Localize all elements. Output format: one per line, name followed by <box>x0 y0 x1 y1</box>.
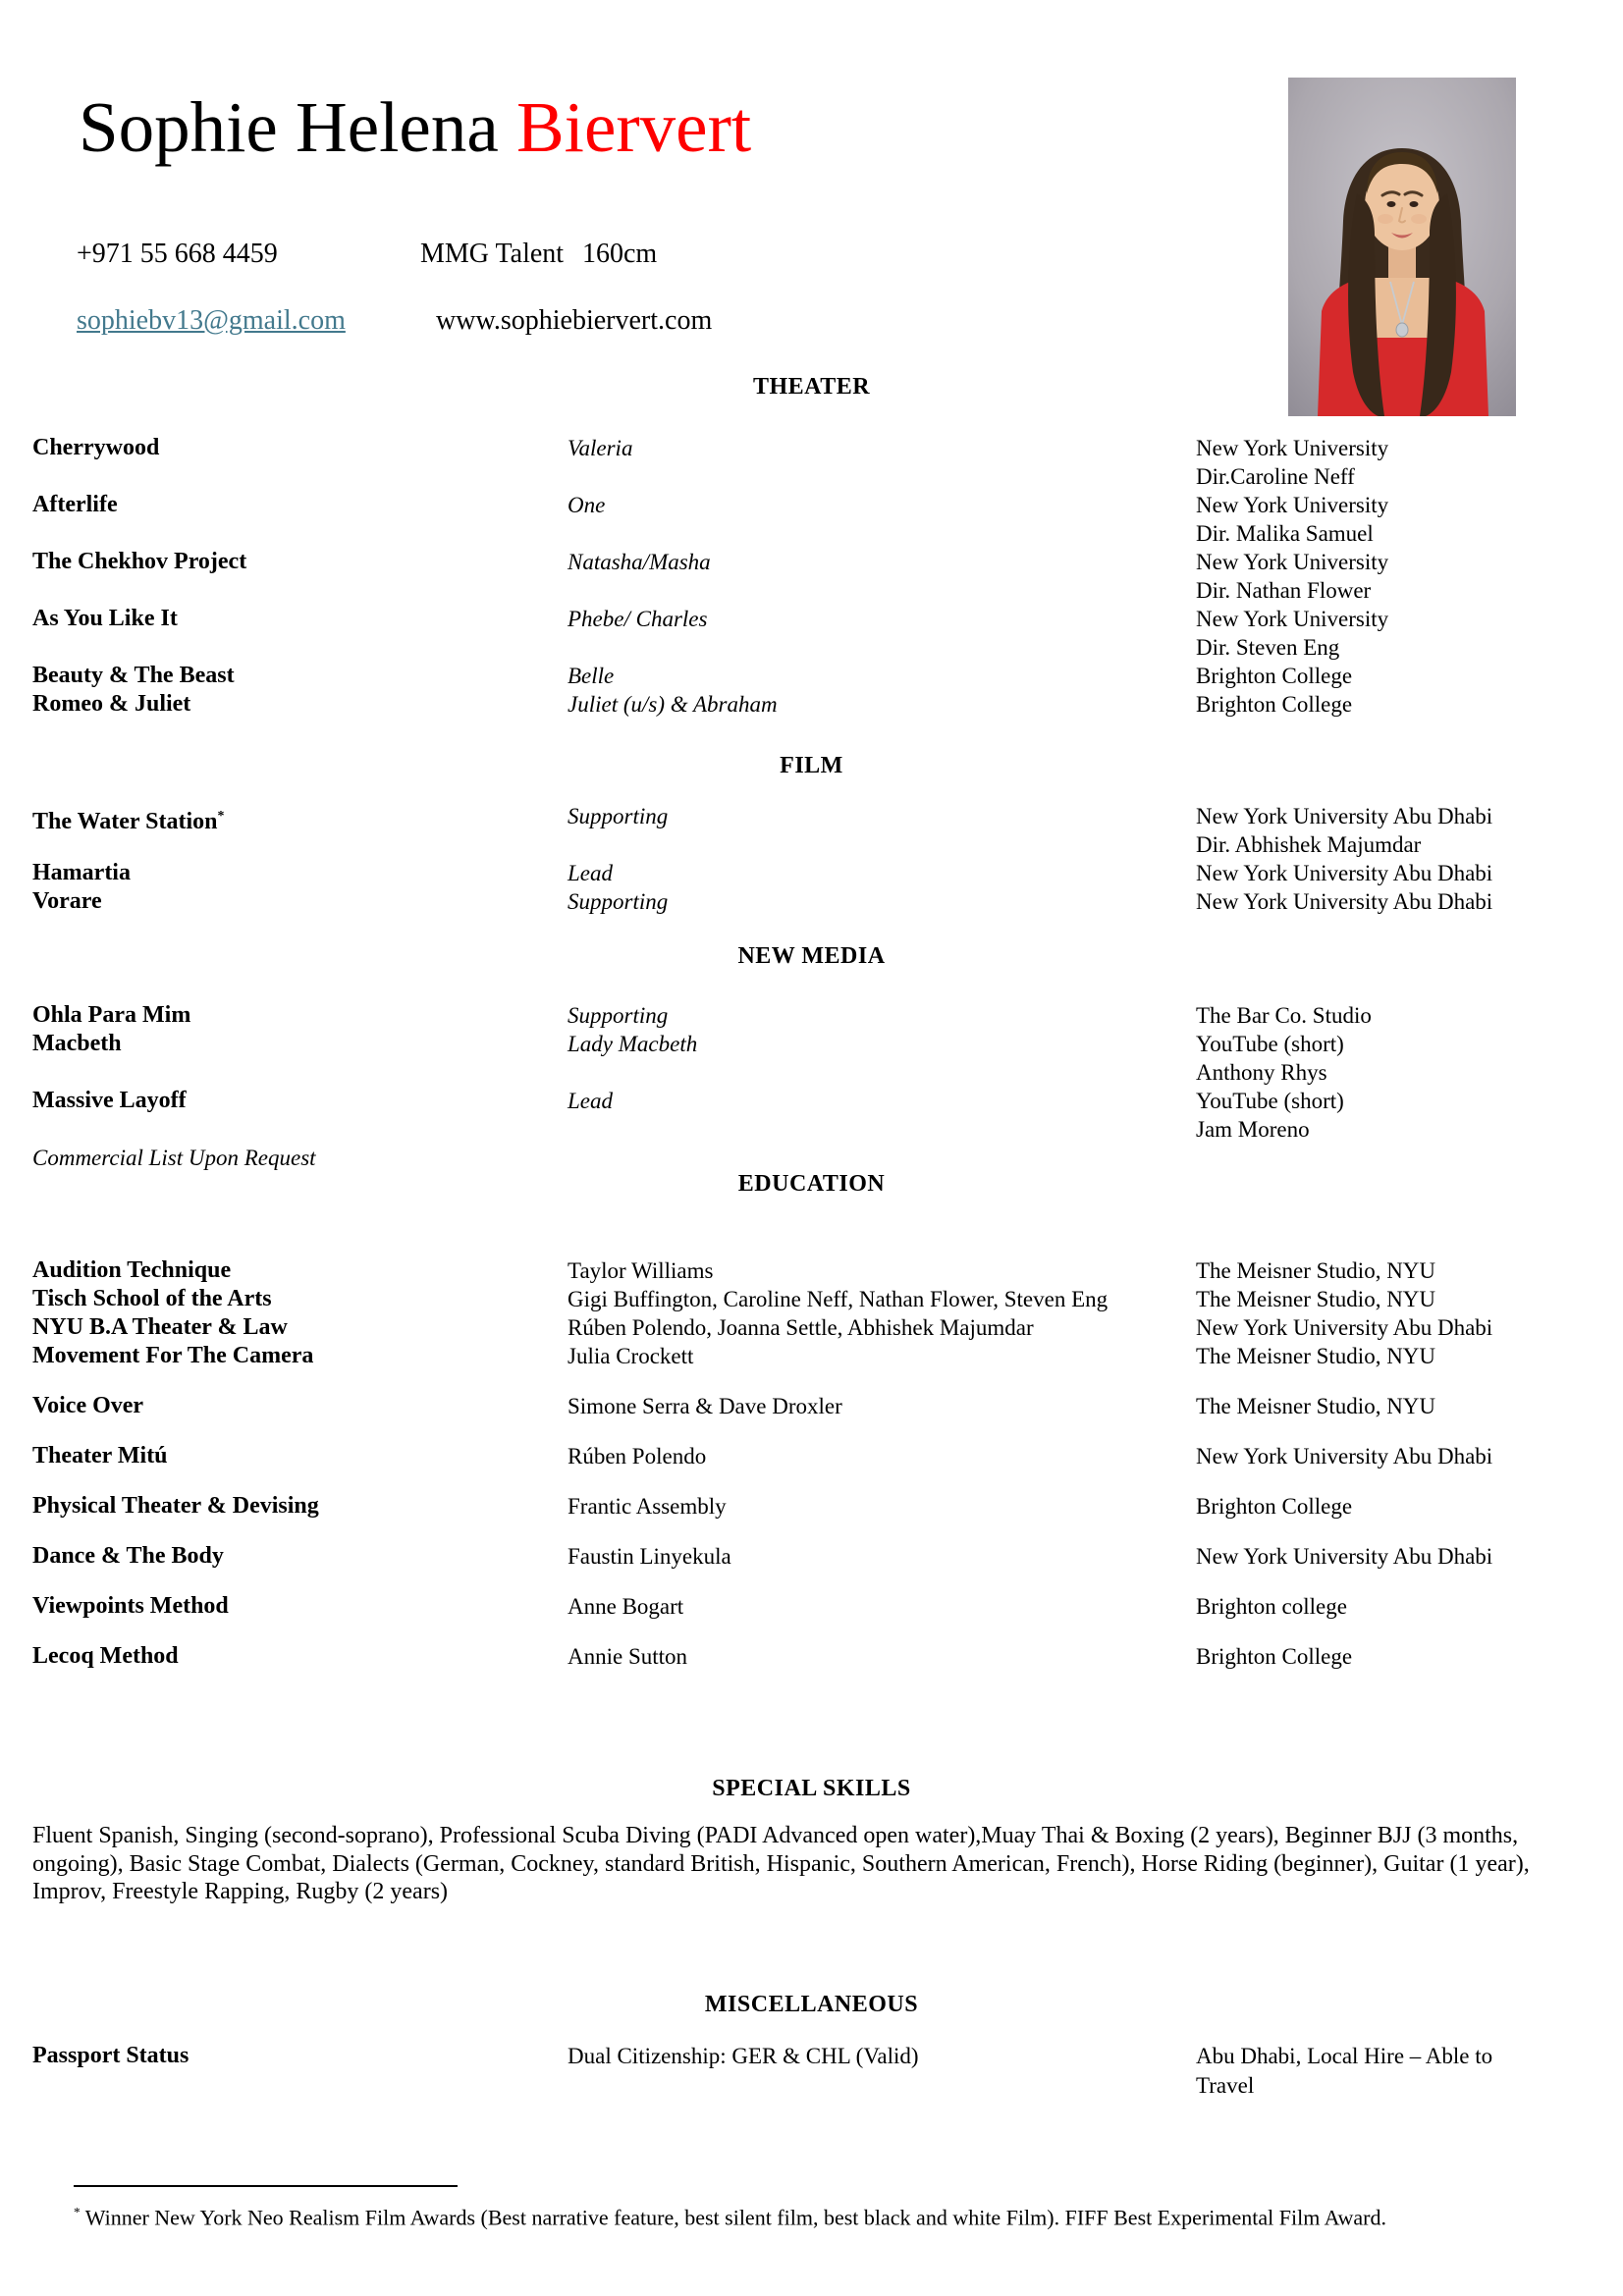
venue-line: Brighton College <box>1196 692 1353 717</box>
necklace-pendant <box>1396 323 1408 337</box>
production-title: Dance & The Body <box>32 1543 224 1569</box>
name-first-part: Sophie Helena <box>79 87 516 167</box>
venue-cell <box>1196 859 1591 887</box>
venue-cell <box>1196 1030 1591 1087</box>
venue-cell <box>1196 491 1591 548</box>
role-name: Supporting <box>568 1003 669 1028</box>
miscellaneous-row <box>32 2042 1591 2101</box>
venue-line: The Meisner Studio, NYU <box>1196 1258 1436 1283</box>
venue-line: The Bar Co. Studio <box>1196 1003 1372 1028</box>
miscellaneous-value: Dual Citizenship: GER & CHL (Valid) <box>568 2044 919 2068</box>
education-row <box>32 1592 1591 1621</box>
cheek-right <box>1411 214 1427 224</box>
teacher-names: Julia Crockett <box>568 1344 694 1368</box>
venue-line: Dir. Nathan Flower <box>1196 578 1372 603</box>
teacher-names: Annie Sutton <box>568 1644 688 1669</box>
venue-line: YouTube (short) <box>1196 1032 1344 1056</box>
page-title <box>79 88 751 167</box>
education-rows <box>32 1256 1591 1671</box>
venue-line: New York University <box>1196 607 1389 631</box>
footnote-body: Winner New York Neo Realism Film Awards (Best narrative feature, best silent film, best black and white Film). FIFF Best Experimental Film Award. <box>80 2205 1386 2230</box>
role-name: Lead <box>568 1089 613 1113</box>
production-title: Tisch School of the Arts <box>32 1286 272 1311</box>
footnote <box>74 2185 1605 2230</box>
role-name: Belle <box>568 664 615 688</box>
section-education <box>32 1170 1591 1671</box>
theater-row <box>32 690 1591 719</box>
film-rows <box>32 802 1591 916</box>
teacher-names: Rúben Polendo, Joanna Settle, Abhishek Majumdar <box>568 1315 1034 1340</box>
teacher-names: Simone Serra & Dave Droxler <box>568 1394 842 1418</box>
film-row <box>32 859 1591 887</box>
role-name: Supporting <box>568 889 669 914</box>
education-row <box>32 1256 1591 1285</box>
venue-cell <box>1196 802 1591 859</box>
teacher-names: Anne Bogart <box>568 1594 684 1619</box>
venue-line: Dir.Caroline Neff <box>1196 464 1355 489</box>
education-row <box>32 1285 1591 1313</box>
venue-line: YouTube (short) <box>1196 1089 1344 1113</box>
venue-line: Dir. Abhishek Majumdar <box>1196 832 1422 857</box>
venue-cell <box>1196 1256 1591 1285</box>
headshot-photo <box>1288 78 1516 416</box>
venue-line: Brighton College <box>1196 1494 1353 1519</box>
venue-cell <box>1196 1642 1591 1671</box>
miscellaneous-note: Abu Dhabi, Local Hire – Able to Travel <box>1196 2044 1493 2098</box>
venue-line: New York University <box>1196 493 1389 517</box>
newmedia-row <box>32 1001 1591 1030</box>
production-title: Hamartia <box>32 860 131 885</box>
portrait-illustration <box>1288 78 1516 416</box>
production-title: Romeo & Juliet <box>32 691 191 717</box>
section-new-media <box>32 942 1591 1172</box>
newmedia-rows <box>32 1001 1591 1144</box>
production-title: Voice Over <box>32 1393 144 1418</box>
role-name: Juliet (u/s) & Abraham <box>568 692 778 717</box>
theater-rows <box>32 434 1591 719</box>
section-title-film: FILM <box>780 753 843 778</box>
teacher-names: Gigi Buffington, Caroline Neff, Nathan Flower, Steven Eng <box>568 1287 1109 1311</box>
venue-cell <box>1196 1285 1591 1313</box>
role-name: Supporting <box>568 804 669 828</box>
venue-cell <box>1196 548 1591 605</box>
miscellaneous-label: Passport Status <box>32 2043 189 2068</box>
production-title: Movement For The Camera <box>32 1343 314 1368</box>
venue-cell <box>1196 1001 1591 1030</box>
film-row <box>32 887 1591 916</box>
education-row <box>32 1392 1591 1420</box>
production-title: The Water Station* <box>32 809 225 834</box>
production-title: Theater Mitú <box>32 1443 168 1468</box>
special-skills-text: Fluent Spanish, Singing (second-soprano), Professional Scuba Diving (PADI Advanced open water),Muay Thai & Boxing (2 years), Beginner BJJ (3 months, ongoing), Basic Stage Combat, Dialects (German, Cockney, standard British, Hispanic, Southern American, French), Horse Riding (beginner), Guitar (1 year), Improv, Freestyle Rapping, Rugby (2 years) <box>32 1823 1530 1904</box>
venue-cell <box>1196 690 1591 719</box>
education-row <box>32 1492 1591 1521</box>
footnote-marker: * <box>74 2205 81 2219</box>
section-title-special-skills: SPECIAL SKILLS <box>712 1776 911 1801</box>
role-name: Lady Macbeth <box>568 1032 698 1056</box>
venue-cell <box>1196 1087 1591 1144</box>
footnote-reference-marker: * <box>217 809 225 824</box>
venue-cell <box>1196 662 1591 690</box>
education-row <box>32 1342 1591 1370</box>
role-name: Phebe/ Charles <box>568 607 708 631</box>
venue-cell <box>1196 1542 1591 1571</box>
venue-line: Jam Moreno <box>1196 1117 1310 1142</box>
venue-line: New York University Abu Dhabi <box>1196 1315 1493 1340</box>
film-row <box>32 802 1591 859</box>
production-title: Cherrywood <box>32 435 160 460</box>
section-title-theater: THEATER <box>752 374 871 400</box>
venue-line: New York University Abu Dhabi <box>1196 889 1493 914</box>
venue-line: The Meisner Studio, NYU <box>1196 1344 1436 1368</box>
teacher-names: Rúben Polendo <box>568 1444 707 1468</box>
production-title: Ohla Para Mim <box>32 1002 191 1028</box>
teacher-names: Taylor Williams <box>568 1258 714 1283</box>
venue-line: New York University Abu Dhabi <box>1196 804 1493 828</box>
miscellaneous-rows <box>32 2042 1591 2101</box>
role-name: One <box>568 493 606 517</box>
production-title: The Chekhov Project <box>32 549 247 574</box>
production-title: Physical Theater & Devising <box>32 1493 319 1519</box>
venue-line: New York University <box>1196 550 1389 574</box>
production-title: NYU B.A Theater & Law <box>32 1314 288 1340</box>
theater-row <box>32 491 1591 548</box>
eye-left <box>1387 201 1396 207</box>
section-title-education: EDUCATION <box>737 1171 886 1197</box>
email-link[interactable]: sophiebv13@gmail.com <box>77 305 346 336</box>
venue-line: Anthony Rhys <box>1196 1060 1327 1085</box>
role-name: Valeria <box>568 436 633 460</box>
education-row <box>32 1313 1591 1342</box>
venue-cell <box>1196 1392 1591 1420</box>
teacher-names: Faustin Linyekula <box>568 1544 731 1569</box>
phone-number: +971 55 668 4459 <box>77 239 278 269</box>
production-title: Viewpoints Method <box>32 1593 229 1619</box>
production-title: Beauty & The Beast <box>32 663 235 688</box>
name-surname: Biervert <box>515 87 752 167</box>
venue-line: Brighton college <box>1196 1594 1347 1619</box>
venue-cell <box>1196 434 1591 491</box>
theater-row <box>32 605 1591 662</box>
venue-line: The Meisner Studio, NYU <box>1196 1287 1436 1311</box>
education-row <box>32 1542 1591 1571</box>
role-name: Natasha/Masha <box>568 550 711 574</box>
height-value: 160cm <box>582 239 658 269</box>
production-title: Macbeth <box>32 1031 122 1056</box>
website-url: www.sophiebiervert.com <box>436 305 713 336</box>
venue-cell <box>1196 1313 1591 1342</box>
section-theater <box>32 373 1591 719</box>
education-row <box>32 1442 1591 1470</box>
newmedia-row <box>32 1087 1591 1144</box>
production-title: As You Like It <box>32 606 178 631</box>
venue-line: New York University Abu Dhabi <box>1196 861 1493 885</box>
venue-line: The Meisner Studio, NYU <box>1196 1394 1436 1418</box>
agency-name: MMG Talent <box>420 239 565 269</box>
footnote-text <box>74 2187 1605 2230</box>
venue-cell <box>1196 1592 1591 1621</box>
section-title-miscellaneous: MISCELLANEOUS <box>704 1992 919 2017</box>
role-name: Lead <box>568 861 613 885</box>
venue-cell <box>1196 605 1591 662</box>
venue-cell <box>1196 887 1591 916</box>
venue-line: Brighton College <box>1196 664 1353 688</box>
education-row <box>32 1642 1591 1671</box>
venue-line: Brighton College <box>1196 1644 1353 1669</box>
production-title: Audition Technique <box>32 1257 232 1283</box>
production-title: Afterlife <box>32 492 118 517</box>
newmedia-note: Commercial List Upon Request <box>32 1146 316 1170</box>
venue-line: New York University <box>1196 436 1389 460</box>
production-title: Lecoq Method <box>32 1643 179 1669</box>
venue-cell <box>1196 1342 1591 1370</box>
eye-right <box>1410 201 1419 207</box>
section-film <box>32 752 1591 916</box>
venue-line: Dir. Malika Samuel <box>1196 521 1374 546</box>
section-special-skills <box>32 1775 1591 1906</box>
venue-cell <box>1196 1492 1591 1521</box>
cheek-left <box>1378 214 1393 224</box>
theater-row <box>32 434 1591 491</box>
venue-cell <box>1196 1442 1591 1470</box>
newmedia-row <box>32 1030 1591 1087</box>
venue-line: New York University Abu Dhabi <box>1196 1544 1493 1569</box>
theater-row <box>32 662 1591 690</box>
production-title: Massive Layoff <box>32 1088 187 1113</box>
section-title-newmedia: NEW MEDIA <box>737 943 886 969</box>
theater-row <box>32 548 1591 605</box>
teacher-names: Frantic Assembly <box>568 1494 727 1519</box>
section-miscellaneous <box>32 1991 1591 2101</box>
venue-line: New York University Abu Dhabi <box>1196 1444 1493 1468</box>
production-title: Vorare <box>32 888 102 914</box>
venue-line: Dir. Steven Eng <box>1196 635 1340 660</box>
